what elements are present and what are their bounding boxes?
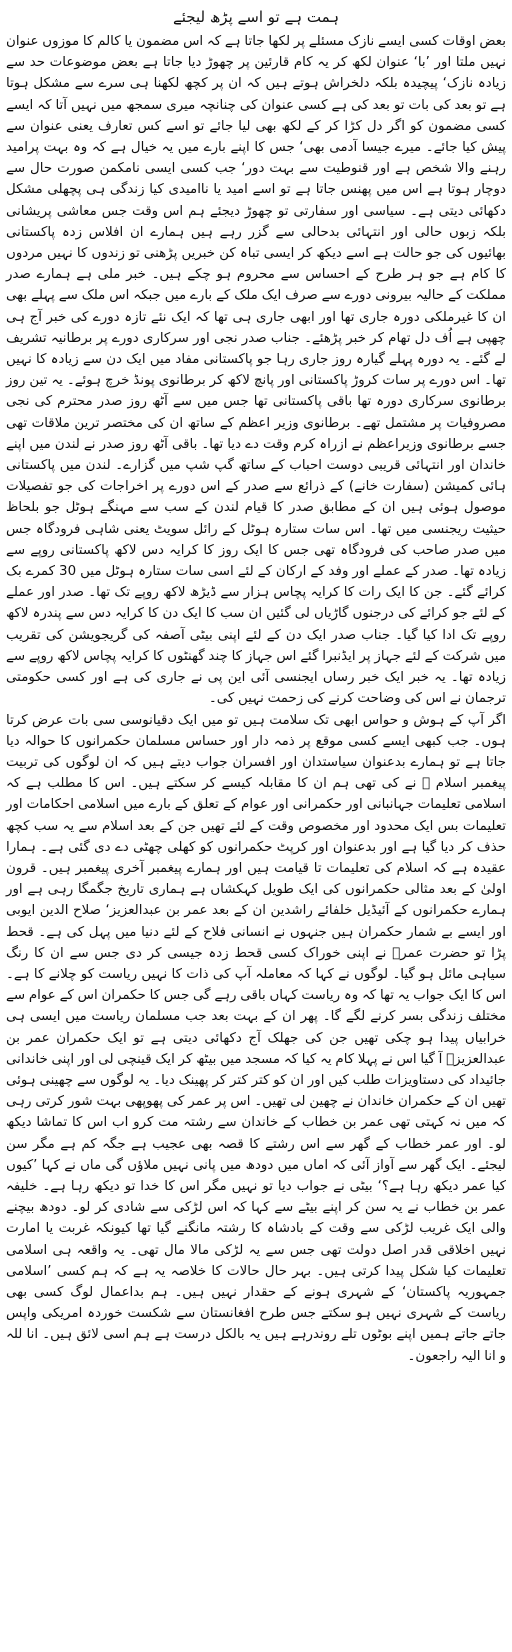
column-body [6, 31, 506, 1367]
column-headline: ہمت ہے تو اسے پڑھ لیجئے [172, 8, 340, 26]
paragraph: بعض اوقات کسی ایسے نازک مسئلے پر لکھا جاتا ہے کہ اس مضمون یا کالم کا موزوں عنوان نہیں ملتا اور ’با‘ عنوان لکھ کر یہ کام قارئین پر چھوڑ دیا جاتا ہے بعض موضوعات حد سے زیادہ نازک‘ پیچیدہ بلکہ دلخراش ہوتے ہیں کہ ان پر کچھ لکھنا ہی سرے سے مشکل ہوتا ہے تو بعد کی بات تو بعد کی ہے کسی عنوان کی چنانچہ میری سمجھ میں نہیں آتا کہ ایسے کسی مضمون کو اگر دل کڑا کر کے لکھ بھی لیا جائے تو اسے کس تعارف یعنی عنوان سے پیش کیا جائے۔ میرے جیسا آدمی بھی‘ جس کا اپنے بارے میں یہ خیال ہے کہ وہ بہت پرامید رہنے والا شخص ہے اور قنوطیت سے بہت دور‘ جب کسی ایسی نامکمن صورت حال سے دوچار ہوتا ہے اس میں پھنس جاتا ہے تو اسے امید یا ناامیدی کیا زندگی ہی پچھلی مشکل دکھائی دیتی ہے۔ سیاسی اور سفارتی تو چھوڑ دیجئے ہم اس وقت جس معاشی پریشانی بلکہ زبوں حالی اور انتہائی بدحالی سے گزر رہے ہیں ہمارے ان افلاس زدہ پاکستانی بھائیوں کی جو حالت ہے اسے دیکھ کر ایسی تباہ کن خبریں پڑھنی تو زندوں کا نہیں مردوں کا کام ہے جو ہر طرح کے احساس سے محروم ہو چکے ہیں۔ خبر ملی ہے ہمارے صدر مملکت کے حالیہ بیرونی دورے سے صرف ایک ملک کے بارے میں جبکہ اس ملک سے پہلے بھی ان کا غیرملکی دورہ جاری تھا اور ابھی جاری ہی تھا کہ ایک نئے تازہ دورے کی خبر آج ہی چھپی ہے اُف دل تھام کر خبر پڑھئے۔ جناب صدر نجی اور سرکاری دورے پر برطانیہ تشریف لے گئے۔ یہ دورہ پہلے گیارہ روز جاری رہا جو پاکستانی مفاد میں ایک دن سے زیادہ کا نہیں تھا۔ اس دورے پر سات کروڑ پاکستانی اور پانچ لاکھ کر برطانوی پونڈ خرچ ہوئے۔ یہ تین روز برطانوی سرکاری دورہ تھا باقی پاکستانی تھا جس میں سے آٹھ روز صدر محترم کی نجی مصروفیات پر مشتمل تھے۔ برطانوی وزیر اعظم کے ساتھ ان کی مختصر ترین ملاقات تھی جسے برطانوی وزیراعظم نے ازراہ کرم وقت دے دیا تھا۔ باقی آٹھ روز صدر نے لندن میں اپنے خاندان اور انتہائی قریبی دوست احباب کے ساتھ گپ شپ میں گزارے۔ لندن میں پاکستانی ہائی کمیشن (سفارت خانے) کے ذرائع سے صدر کے اس دورے پر اخراجات کی جو تفصیلات موصول ہوئی ہیں ان کے مطابق صدر کا قیام لندن کے سب سے مہنگے ہوٹل جو بلحاظ حیثیت ریجنسی میں تھا۔ اس سات ستارہ ہوٹل کے رائل سویٹ یعنی شاہی فرودگاہ جس میں صدر صاحب کی فرودگاہ تھی جس کا ایک روز کا کرایہ دس لاکھ پاکستانی روپے سے زیادہ تھا۔ صدر کے عملے اور وفد کے ارکان کے لئے اسی سات ستارہ ہوٹل میں 30 کمرے بک کرائے گئے۔ جن کا ایک رات کا کرایہ پچاس ہزار سے ڈیڑھ لاکھ روپے تک تھا۔ صدر اور عملے کے لئے جو کرائے کی درجنوں گاڑیاں لی گئیں ان سب کا ایک دن کا کرایہ دس سے پندرہ لاکھ روپے تک ادا کیا گیا۔ جناب صدر ایک دن کے لئے اپنی بیٹی آصفہ کی گریجویشن کی تقریب میں شرکت کے لئے جہاز پر ایڈنبرا گئے اس جہاز کا چند گھنٹوں کا کرایہ پچاس لاکھ روپے سے زیادہ تھا۔ یہ خبر ایک خبر رساں ایجنسی آئی این پی نے جاری کی ہے اور کسی حکومتی ترجمان نے اس کی وضاحت کرنے کی زحمت نہیں کی۔ [6, 34, 507, 707]
paragraph: اگر آپ کے ہوش و حواس ابھی تک سلامت ہیں تو میں ایک دقیانوسی سی بات عرض کرتا ہوں۔ جب کبھی ایسے کسی موقع پر ذمہ دار اور حساس مسلمان حکمرانوں کا حوالہ دیا جاتا ہے تو ہمارے بدعنوان سیاستدان اور افسران جواب دیتے ہیں کہ ان لوگوں کی تربیت پیغمبر اسلام ﷺ نے کی تھی ہم ان کا مقابلہ کیسے کر سکتے ہیں۔ اس کا مطلب ہے کہ اسلامی تعلیمات جہانبانی اور حکمرانی اور عوام کے تعلق کے بارے میں اسلامی احکامات اور تعلیمات بس ایک محدود اور مخصوص وقت کے لئے تھیں جن کے بعد اسلام سے یہ سب کچھ حذف کر دیا گیا ہے اور بدعنوان اور کرپٹ حکمرانوں کو کھلی چھٹی دے دی گئی ہے۔ ہمارا عقیدہ ہے کہ اسلام کی تعلیمات تا قیامت ہیں اور ہمارے پیغمبر آخری پیغمبر ہیں۔ قرون اولیٰ کے بعد مثالی حکمرانوں کی ایک طویل کہکشاں ہے ہماری تاریخ جگمگا رہی ہے اور ہمارے حکمرانوں کے آئیڈیل خلفائے راشدین ان کے بعد عمر بن عبدالعزیز‘ صلاح الدین ایوبی اور ایسے بے شمار حکمران ہیں جنہوں نے انسانی فلاح کے لئے دنیا میں پہل کی ہے۔ قحط پڑا تو حضرت عمرؓ نے اپنی خوراک کسی قحط زدہ جیسی کر دی جس سے ان کا رنگ سیاہی مائل ہو گیا۔ لوگوں نے کہا کہ معاملہ آپ کی ذات کا نہیں ریاست کو چلانے کا ہے۔ اس کا ایک جواب یہ تھا کہ وہ ریاست کہاں باقی رہے گی جس کا حکمران اس کے عوام سے مختلف زندگی بسر کرنے لگے گا۔ پھر ان کے بہت بعد جب مسلمان ریاست میں ایسی ہی خرابیاں پیدا ہو چکی تھیں جن کی جھلک آج دکھائی دیتی ہے تو ایک حکمران عمر بن عبدالعزیزؒ آ گیا اس نے پہلا کام یہ کیا کہ مسجد میں بیٹھ کر ایک قینچی لی اور اپنی خاندانی جائیداد کی دستاویزات طلب کیں اور ان کو کتر کتر کر پھینک دیا۔ یہ لوگوں سے چھینی ہوئی تھیں ان کے حکمران خاندان نے چھین لی تھیں۔ اس پر عمر کی پھوپھی بہت شور کرتی رہی کہ میں نہ کہتی تھی عمر بن خطاب کے خاندان سے رشتہ مت کرو اب اس کا تماشا دیکھ لو۔ اور عمر خطاب کے گھر سے اس رشتے کا قصہ بھی عجیب ہے جگہ کم ہے مگر سن لیجئے۔ ایک گھر سے آواز آئی کہ اماں میں دودھ میں پانی نہیں ملاؤں گی ماں نے کہا ’کیوں کیا عمر دیکھ رہا ہے؟‘ بیٹی نے جواب دیا تو نہیں مگر اس کا خدا تو دیکھ رہا ہے۔ خلیفہ عمر بن خطاب نے یہ سن کر اپنے بیٹے سے کہا کہ اس لڑکی سے شادی کر لو۔ دودھ بیچنے والی ایک غریب لڑکی سے وقت کے بادشاہ کا رشتہ مانگنے گیا تھا کیونکہ غربت یا امارت نہیں اخلاقی قدر اصل دولت تھی جس سے یہ لڑکی مالا مال تھی۔ یہ واقعہ ہی اسلامی تعلیمات کیا شکل پیدا کرتی ہیں۔ بہر حال حالات کا خلاصہ یہ ہے کہ ہم کسی ’اسلامی جمہوریہ پاکستان‘ کے شہری ہونے کے حقدار نہیں ہیں۔ ہم بداعمال لوگ کسی بھی ریاست کے شہری نہیں ہو سکتے جس طرح افغانستان سے شکست خوردہ امریکی واپس جاتے جاتے ہمیں اپنے بوٹوں تلے روندرہے ہیں یہ بالکل درست ہے ہم اسی لائق ہیں۔ انا للہ و انا الیہ راجعون۔ [6, 712, 506, 1364]
